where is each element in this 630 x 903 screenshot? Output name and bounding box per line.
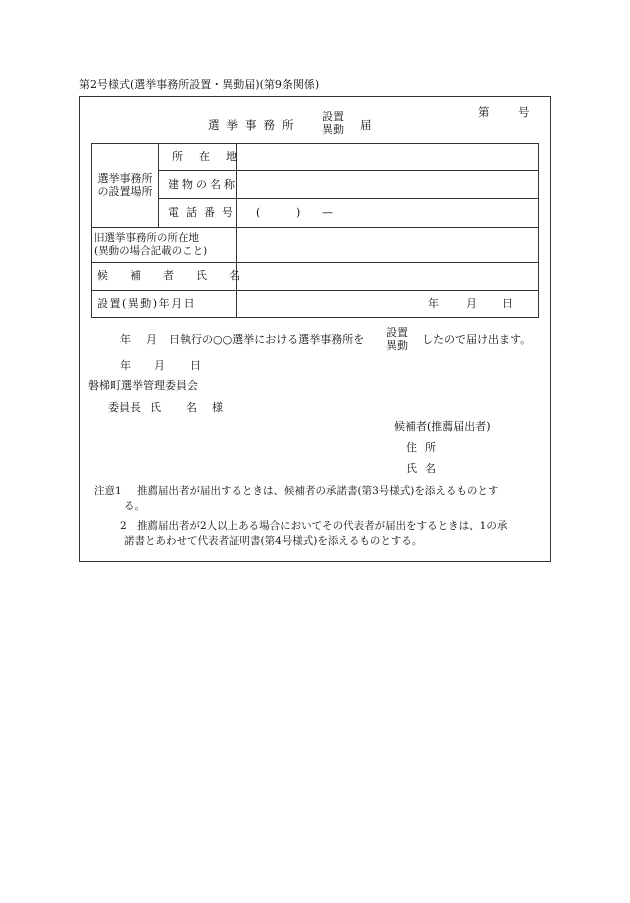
note-2-line1: 推薦届出者が2人以上ある場合においてその代表者が届出をするときは、1の承 bbox=[137, 520, 508, 532]
title-option-setup: 設置 bbox=[322, 110, 344, 123]
chair-label: 委員長 bbox=[108, 401, 141, 414]
applicant-address: 住所 bbox=[406, 441, 444, 454]
applicant-name: 氏名 bbox=[406, 462, 444, 475]
phone-dash: — bbox=[322, 206, 333, 219]
location-label: 所在地 bbox=[172, 150, 253, 163]
date-label: 設置(異動)年月日 bbox=[97, 297, 197, 310]
date-month: 月 bbox=[466, 297, 477, 310]
statement-month: 月 bbox=[146, 333, 157, 346]
date-day: 日 bbox=[502, 297, 513, 310]
note-1-num: 注意1 bbox=[94, 485, 122, 497]
phone-close: ) bbox=[296, 206, 301, 219]
submit-day: 日 bbox=[190, 359, 201, 372]
phone-open: ( bbox=[256, 206, 261, 219]
statement-year: 年 bbox=[120, 333, 131, 346]
statement-text: 日執行の○○選挙における選挙事務所を bbox=[169, 333, 365, 346]
statement-options: 設置 異動 bbox=[386, 326, 408, 352]
phone-label: 電話番号 bbox=[168, 206, 240, 219]
committee-name: 磐梯町選挙管理委員会 bbox=[88, 379, 198, 392]
group-label: 選挙事務所 の設置場所 bbox=[97, 172, 153, 198]
title-option-change: 異動 bbox=[322, 123, 344, 136]
date-year: 年 bbox=[428, 297, 439, 310]
number-go: 号 bbox=[518, 105, 530, 119]
submit-year: 年 bbox=[120, 359, 131, 372]
building-label: 建物の名称 bbox=[168, 178, 238, 191]
honorific: 様 bbox=[212, 401, 223, 414]
note-2-line2: 諾書とあわせて代表者証明書(第4号様式)を添えるものとする。 bbox=[124, 535, 423, 547]
chair-name-1: 氏 bbox=[150, 401, 161, 414]
form-label: 第2号様式(選挙事務所設置・異動届)(第9条関係) bbox=[79, 78, 320, 91]
note-1-line2: る。 bbox=[124, 500, 145, 512]
note-2-num: 2 bbox=[120, 520, 127, 532]
form-title: 選挙事務所 bbox=[208, 118, 301, 132]
title-suffix: 届 bbox=[360, 118, 372, 132]
applicant-title: 候補者(推薦届出者) bbox=[394, 420, 491, 433]
statement-suffix: したので届け出ます。 bbox=[422, 333, 532, 346]
title-options bbox=[320, 110, 346, 136]
chair-name-2: 名 bbox=[186, 401, 197, 414]
submit-month: 月 bbox=[154, 359, 165, 372]
number-dai: 第 bbox=[478, 105, 490, 119]
old-location-label: 旧選挙事務所の所在地 (異動の場合記載のこと) bbox=[94, 232, 208, 257]
candidate-label: 候補者氏名 bbox=[97, 269, 262, 282]
note-1-line1: 推薦届出者が届出するときは、候補者の承諾書(第3号様式)を添えるものとす bbox=[137, 485, 499, 497]
